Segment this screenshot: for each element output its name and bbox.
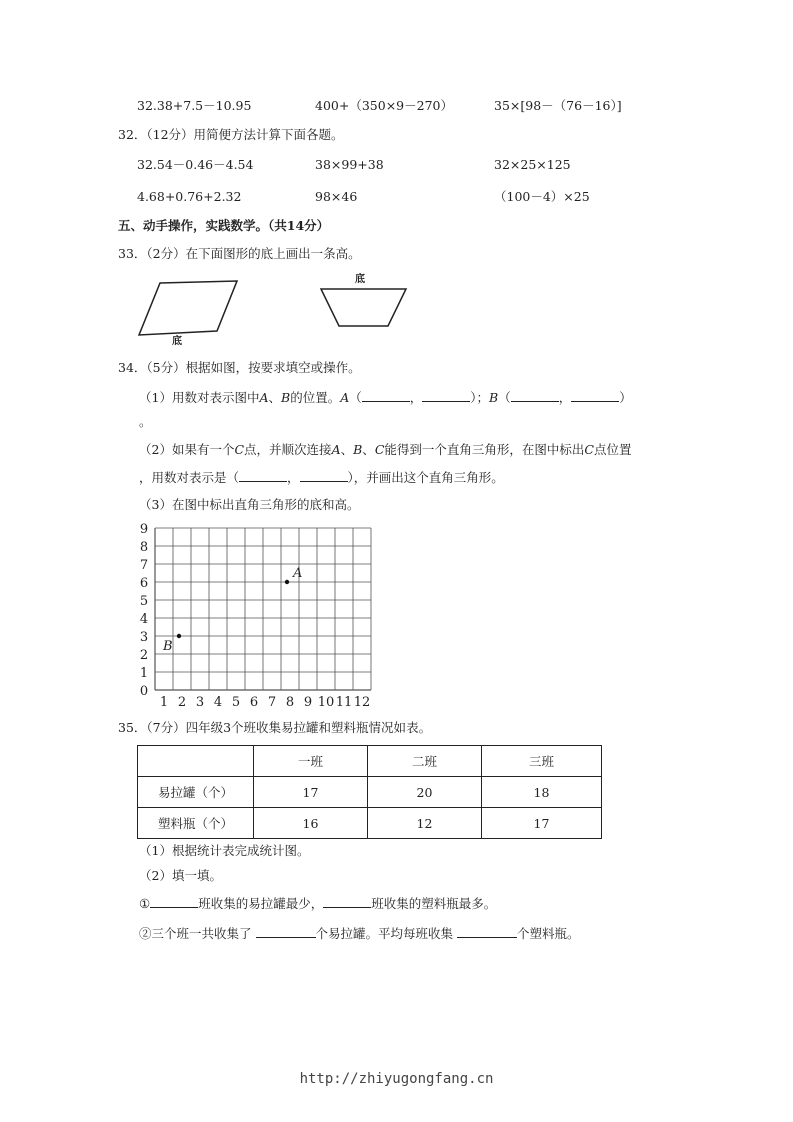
parallelogram-base-label: 底 <box>172 336 182 347</box>
question-35-fill1: ① 班收集的易拉罐最少， 班收集的塑料瓶最多。 <box>139 896 497 911</box>
question-32-title: 32．（12分）用简便方法计算下面各题。 <box>118 127 344 142</box>
blank-b-y[interactable] <box>571 389 619 402</box>
x-tick-label: 8 <box>285 695 295 710</box>
x-tick-label: 9 <box>303 695 313 710</box>
blank-b-x[interactable] <box>511 389 559 402</box>
blank-a-x[interactable] <box>362 389 410 402</box>
table-cell <box>138 746 254 777</box>
blank-a-y[interactable] <box>422 389 470 402</box>
x-tick-label: 4 <box>213 695 223 710</box>
x-tick-label: 12 <box>353 695 371 710</box>
table-header-cell: 二班 <box>368 746 482 777</box>
y-tick-label: 6 <box>139 576 149 591</box>
question-35-part2: （2）填一填。 <box>139 868 222 883</box>
y-tick-label: 2 <box>139 648 149 663</box>
blank-c-x[interactable] <box>239 469 287 482</box>
expr-q32-3: 32×25×125 <box>494 157 571 172</box>
point-a <box>285 580 289 584</box>
expr-q31-3: 35×[98－（76－16）] <box>494 98 622 113</box>
table-row <box>138 808 602 839</box>
y-tick-label: 1 <box>139 666 149 681</box>
blank-total-cans[interactable] <box>256 925 316 938</box>
expr-q32-1: 32.54－0.46－4.54 <box>137 157 254 172</box>
point-b <box>177 634 181 638</box>
point-label-b: B <box>163 639 173 654</box>
point-label-a: A <box>293 566 303 581</box>
table-row-label: 易拉罐（个） <box>138 777 254 808</box>
section-5-title: 五、动手操作，实践数学。（共14分） <box>118 218 330 233</box>
table-row-label: 塑料瓶（个） <box>138 808 254 839</box>
parallelogram-figure <box>130 275 250 355</box>
blank-least-cans-class[interactable] <box>150 895 198 908</box>
question-33-title: 33．（2分）在下面图形的底上画出一条高。 <box>118 246 361 261</box>
question-34-title: 34．（5分）根据如图，按要求填空或操作。 <box>118 360 361 375</box>
question-34-part2-line2: ，用数对表示是（ ， ），并画出这个直角三角形。 <box>139 470 504 485</box>
question-35-fill2: ②三个班一共收集了 个易拉罐。平均每班收集 个塑料瓶。 <box>139 926 580 941</box>
x-tick-label: 11 <box>335 695 353 710</box>
table-cell: 12 <box>368 808 482 839</box>
y-tick-label: 9 <box>139 522 149 537</box>
y-tick-label: 7 <box>139 558 149 573</box>
expr-q32-4: 4.68+0.76+2.32 <box>137 189 242 204</box>
trapezoid-base-label: 底 <box>355 274 365 285</box>
x-tick-label: 2 <box>177 695 187 710</box>
table-header-cell: 一班 <box>254 746 368 777</box>
trapezoid-figure <box>315 275 415 335</box>
table-header-cell: 三班 <box>482 746 602 777</box>
trapezoid-shape <box>321 289 406 326</box>
y-tick-label: 0 <box>139 684 149 699</box>
question-34-part1: （1）用数对表示图中A、B的位置。A（ ， ）；B（ ， ） <box>139 390 632 405</box>
expr-q31-1: 32.38+7.5－10.95 <box>137 98 252 113</box>
expr-q31-2: 400+（350×9－270） <box>315 98 453 113</box>
table-cell: 17 <box>482 808 602 839</box>
y-tick-label: 5 <box>139 594 149 609</box>
blank-most-bottles-class[interactable] <box>323 895 371 908</box>
expr-q32-5: 98×46 <box>315 189 358 204</box>
y-tick-label: 4 <box>139 612 149 627</box>
table-cell: 16 <box>254 808 368 839</box>
question-35-part1: （1）根据统计表完成统计图。 <box>139 843 310 858</box>
expr-q32-6: （100－4）×25 <box>494 189 590 204</box>
table-cell: 20 <box>368 777 482 808</box>
question-34-part3: （3）在图中标出直角三角形的底和高。 <box>139 497 360 512</box>
question-35-title: 35．（7分）四年级3个班收集易拉罐和塑料瓶情况如表。 <box>118 720 432 735</box>
stats-table <box>137 745 602 839</box>
table-header-row <box>138 746 602 777</box>
table-cell: 17 <box>254 777 368 808</box>
coordinate-grid <box>130 520 390 710</box>
x-tick-label: 3 <box>195 695 205 710</box>
footer-url: http://zhiyugongfang.cn <box>299 1071 494 1087</box>
x-tick-label: 1 <box>159 695 169 710</box>
x-tick-label: 5 <box>231 695 241 710</box>
table-row <box>138 777 602 808</box>
x-tick-label: 7 <box>267 695 277 710</box>
blank-average-bottles[interactable] <box>457 925 517 938</box>
x-tick-label: 6 <box>249 695 259 710</box>
x-tick-label: 10 <box>317 695 335 710</box>
blank-c-y[interactable] <box>300 469 348 482</box>
parallelogram-shape <box>139 281 237 335</box>
expr-q32-2: 38×99+38 <box>315 157 384 172</box>
y-tick-label: 3 <box>139 630 149 645</box>
question-34-part2-line1: （2）如果有一个C点，并顺次连接A、B、C能得到一个直角三角形，在图中标出C点位置 <box>139 442 632 457</box>
table-cell: 18 <box>482 777 602 808</box>
y-tick-label: 8 <box>139 540 149 555</box>
question-34-part1-period: 。 <box>139 414 152 429</box>
